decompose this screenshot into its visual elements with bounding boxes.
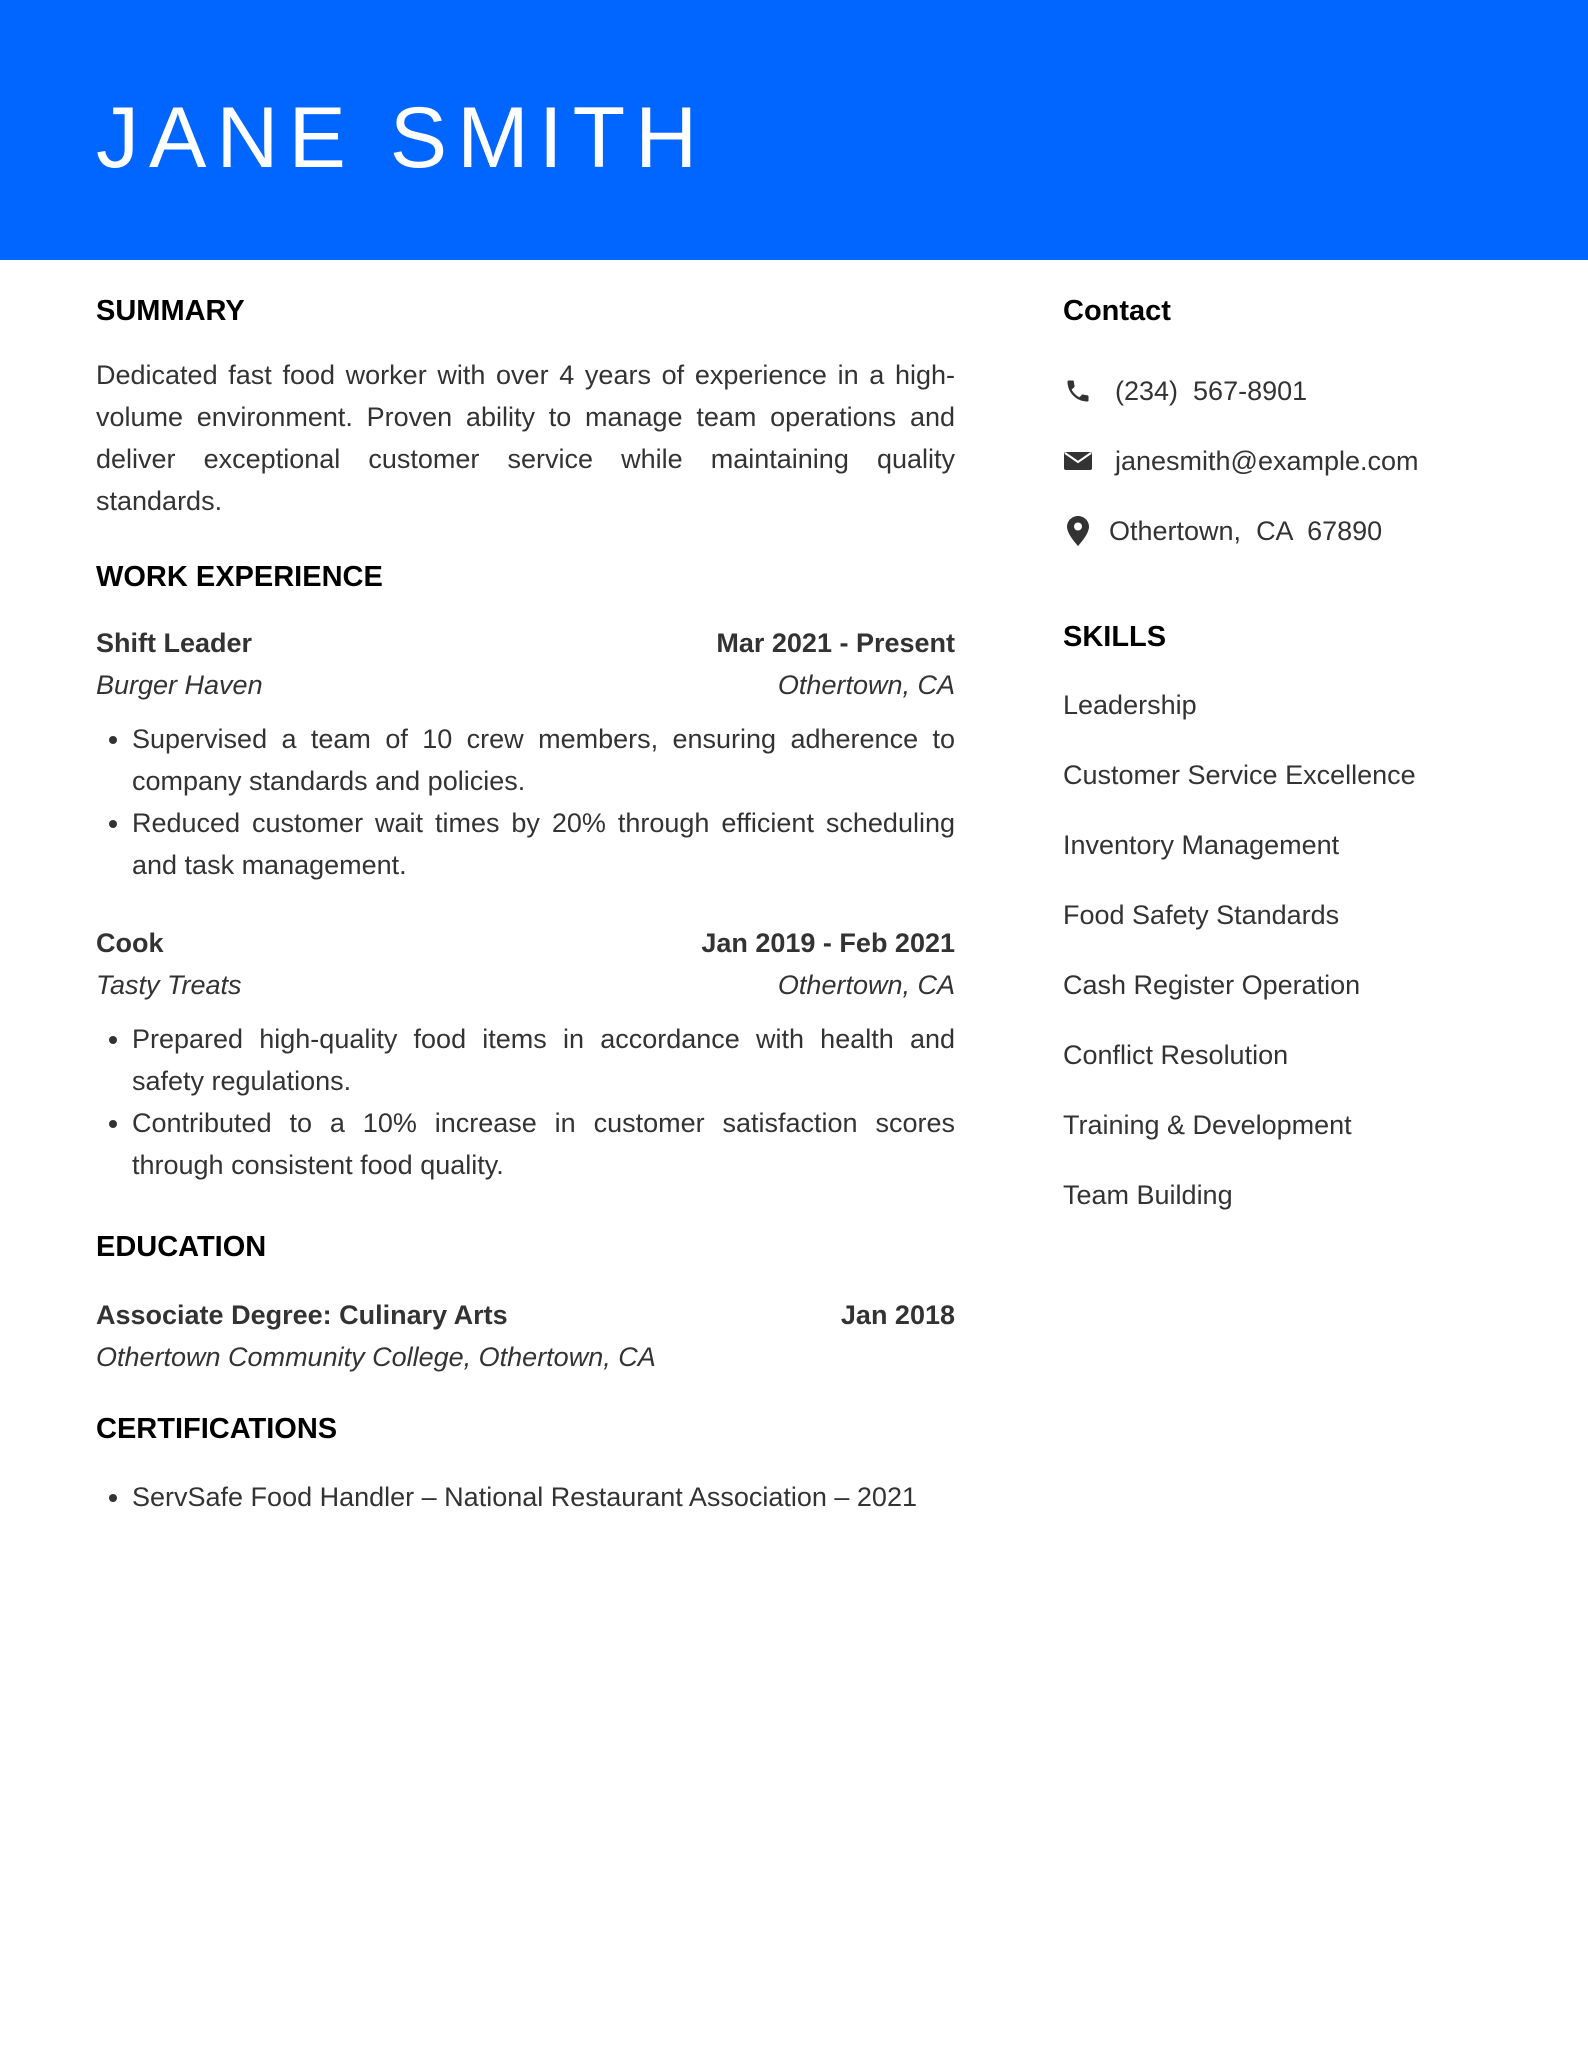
summary-text: Dedicated fast food worker with over 4 years of experience in a high-volume environment. Proven ability to manage team operations and deliver exceptional customer service while maintaining quality standards. — [96, 360, 955, 516]
skills-list — [1063, 684, 1523, 1216]
job-entry — [96, 922, 955, 1186]
job-dates: Jan 2019 - Feb 2021 — [701, 928, 955, 958]
job-bullet: • Reduced customer wait times by 20% through efficient scheduling and task management. — [132, 802, 955, 886]
certification-item: • ServSafe Food Handler – National Restaurant Association – 2021 — [132, 1476, 955, 1518]
skill-item: Training & Development — [1063, 1110, 1352, 1140]
skills-heading: SKILLS — [1063, 621, 1167, 653]
job-bullets — [96, 1018, 955, 1186]
phone-icon — [1063, 376, 1093, 406]
header-banner — [0, 0, 1588, 260]
education-degree: Associate Degree: Culinary Arts — [96, 1300, 508, 1330]
job-bullet: • Prepared high-quality food items in accordance with health and safety regulations. — [132, 1018, 955, 1102]
job-role: Cook — [96, 928, 164, 958]
skill-item: Conflict Resolution — [1063, 1040, 1289, 1070]
contact-phone — [1063, 370, 1523, 412]
job-dates: Mar 2021 - Present — [716, 628, 955, 658]
contact-email — [1063, 440, 1523, 482]
job-bullet: • Contributed to a 10% increase in customer satisfaction scores through consistent food quality. — [132, 1102, 955, 1186]
map-pin-icon — [1063, 516, 1093, 546]
contact-email-text: janesmith@example.com — [1115, 446, 1419, 476]
contact-location — [1063, 510, 1523, 552]
skill-item: Customer Service Excellence — [1063, 760, 1416, 790]
skill-item: Cash Register Operation — [1063, 970, 1361, 1000]
education-entry — [96, 1294, 955, 1378]
job-bullet: • Supervised a team of 10 crew members, ensuring adherence to company standards and policies. — [132, 718, 955, 802]
candidate-name: JANE SMITH — [96, 90, 708, 186]
certifications-list — [96, 1476, 955, 1518]
skill-item: Food Safety Standards — [1063, 900, 1340, 930]
summary-heading: SUMMARY — [96, 295, 245, 327]
skill-item: Leadership — [1063, 690, 1197, 720]
education-heading: EDUCATION — [96, 1231, 267, 1263]
skill-item: Team Building — [1063, 1180, 1233, 1210]
sidebar-column — [1063, 290, 1523, 1244]
job-role: Shift Leader — [96, 628, 253, 658]
work-experience-heading: WORK EXPERIENCE — [96, 561, 383, 593]
education-school: Othertown Community College, Othertown, CA — [96, 1342, 656, 1372]
envelope-icon — [1063, 446, 1093, 476]
main-column — [96, 290, 955, 1518]
job-entry — [96, 622, 955, 886]
certifications-heading: CERTIFICATIONS — [96, 1413, 338, 1445]
skill-item: Inventory Management — [1063, 830, 1340, 860]
job-company: Tasty Treats — [96, 970, 242, 1000]
job-location: Othertown, CA — [777, 970, 955, 1000]
contact-phone-text: (234) 567-8901 — [1115, 376, 1308, 406]
job-location: Othertown, CA — [777, 670, 955, 700]
contact-location-text: Othertown, CA 67890 — [1109, 516, 1383, 546]
job-company: Burger Haven — [96, 670, 263, 700]
job-bullets — [96, 718, 955, 886]
education-date: Jan 2018 — [840, 1300, 955, 1330]
contact-heading: Contact — [1063, 295, 1171, 327]
